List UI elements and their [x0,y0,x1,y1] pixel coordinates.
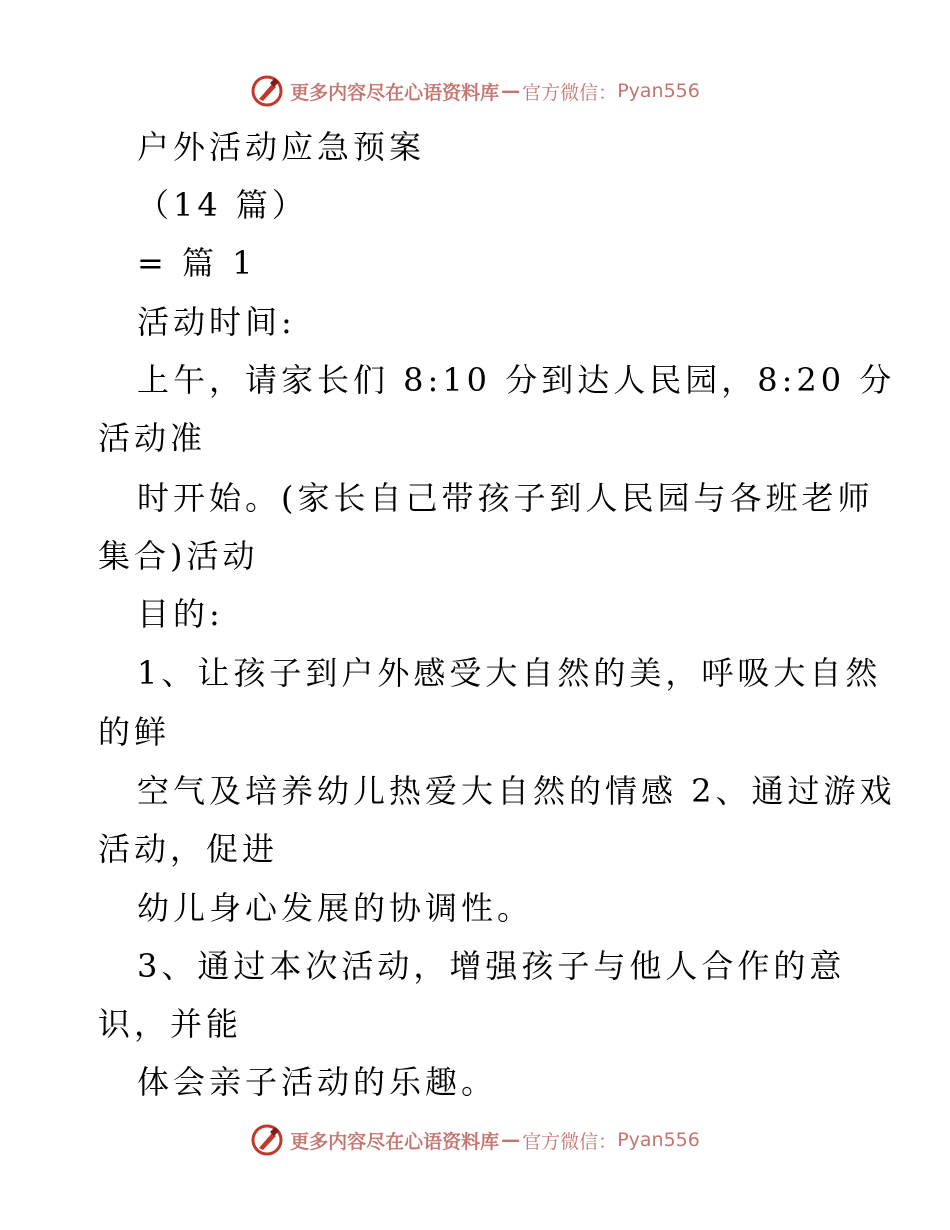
watermark-separator: — [501,1129,521,1151]
watermark-official: 官方微信： [522,1130,618,1153]
watermark-official: 官方微信： [522,81,618,104]
pen-seal-icon [250,74,284,108]
doc-line: 幼儿身心发展的协调性。 [137,889,534,927]
doc-line: 集合)活动 [98,537,259,575]
doc-line: 活动，促进 [98,830,279,868]
watermark-brand: 更多内容尽在心语资料库 [290,81,500,104]
doc-line: 活动准 [98,419,207,457]
doc-line: 3、通过本次活动，增强孩子与他人合作的意 [137,947,846,985]
doc-title: 户外活动应急预案 [137,128,426,166]
doc-line: 目的: [137,595,224,633]
doc-line: 1、让孩子到户外感受大自然的美，呼吸大自然 [137,654,882,692]
doc-line: 活动时间: [137,303,296,341]
watermark-text [290,78,700,105]
watermark-brand: 更多内容尽在心语资料库 [290,1130,500,1153]
doc-line: 上午，请家长们 8:10 分到达人民园，8:20 分 [137,361,896,399]
watermark-text [290,1127,700,1154]
doc-line: 识，并能 [98,1005,243,1043]
doc-line: 空气及培养幼儿热爱大自然的情感 2、通过游戏 [137,772,896,810]
doc-subtitle: （14 篇） [137,186,308,224]
doc-section-heading: = 篇 1 [137,244,257,282]
header-watermark [0,71,950,111]
doc-line: 体会亲子活动的乐趣。 [137,1063,498,1101]
doc-line: 时开始。(家长自己带孩子到人民园与各班老师 [137,479,874,517]
pen-seal-icon [250,1123,284,1157]
watermark-handle: Pyan556 [617,80,700,102]
doc-line: 的鲜 [98,713,171,751]
footer-watermark [0,1120,950,1160]
watermark-separator: — [501,80,521,102]
watermark-handle: Pyan556 [617,1129,700,1151]
